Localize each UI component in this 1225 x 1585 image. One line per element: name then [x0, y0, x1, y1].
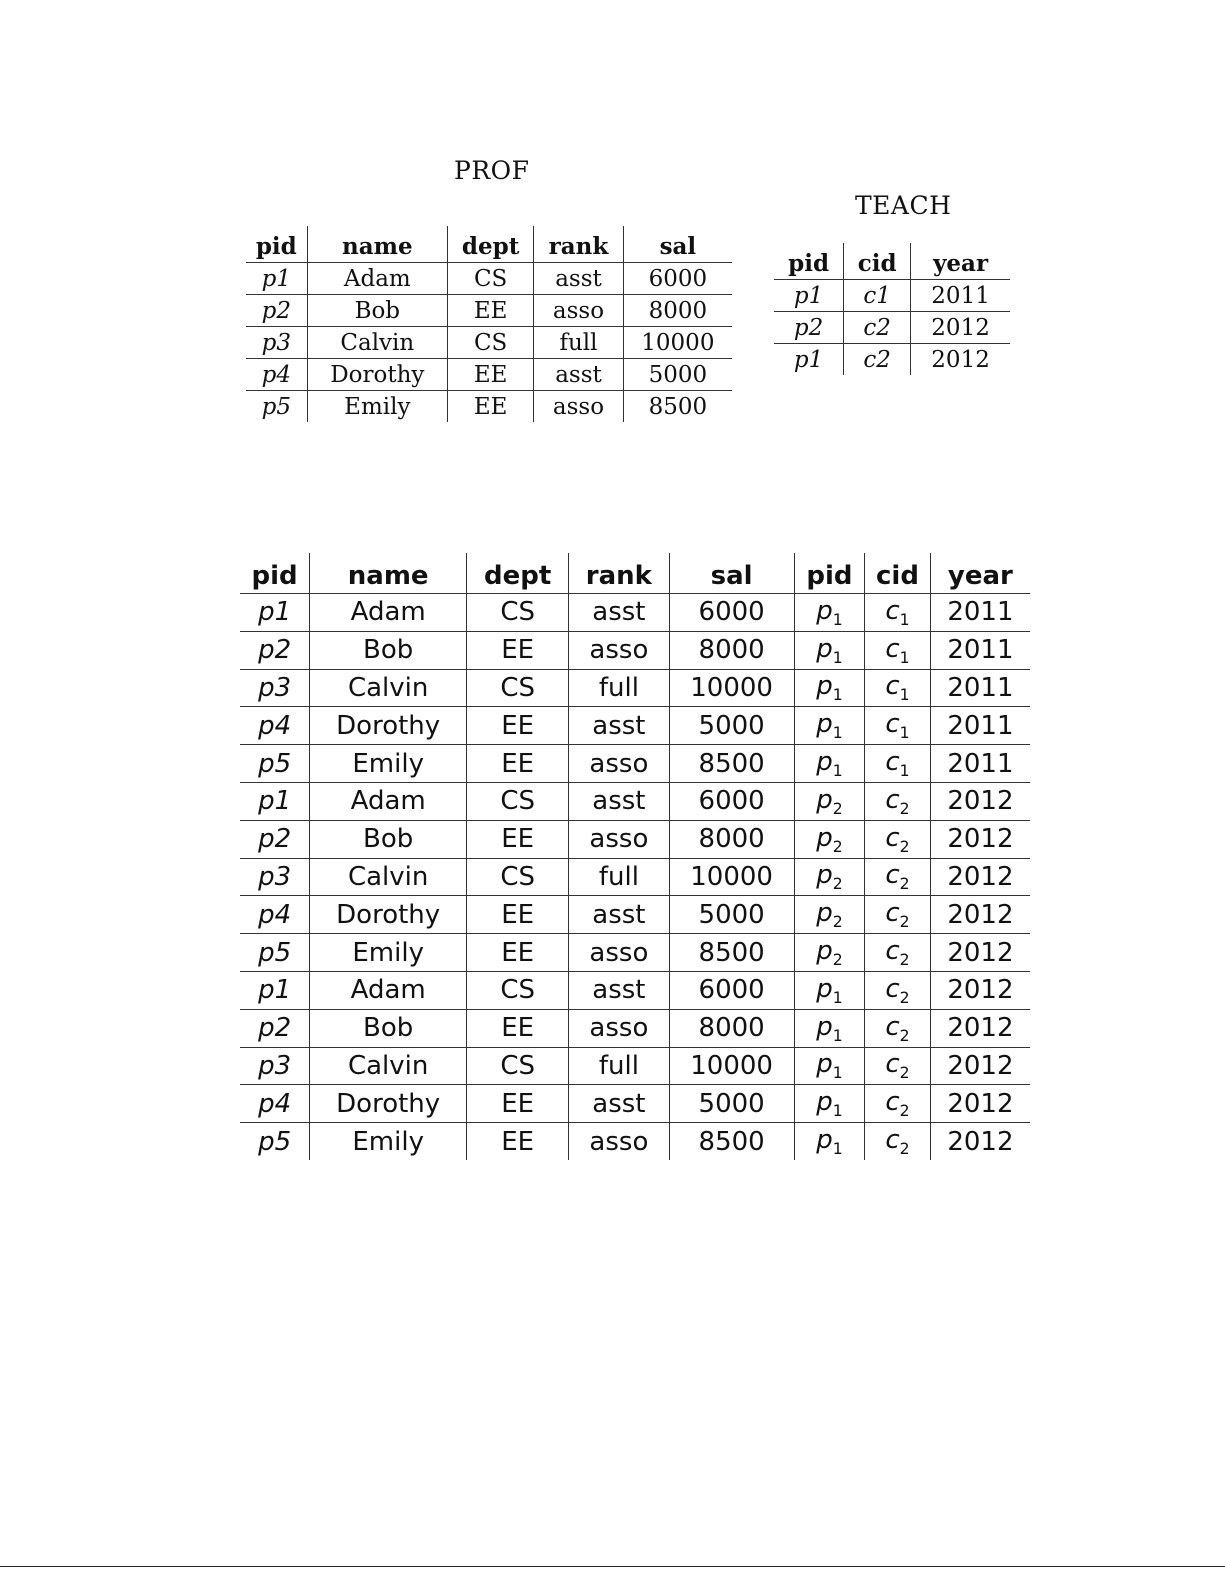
join-cell-sal: 6000	[669, 594, 794, 632]
join-cell-pid: $p_2$	[794, 934, 864, 972]
join-cell-dept: CS	[467, 971, 569, 1009]
join-cell-cid: $c_1$	[865, 669, 931, 707]
prof-table-title: PROF	[454, 156, 530, 185]
teach-cell-pid: p2	[774, 312, 844, 344]
teach-cell-pid: p1	[774, 280, 844, 312]
join-header-year: year	[930, 553, 1030, 594]
prof-header-row	[246, 226, 732, 263]
join-cell-dept: CS	[467, 782, 569, 820]
join-cell-rank: asso	[569, 1123, 669, 1160]
prof-cell-sal: 10000	[623, 327, 732, 359]
join-cell-year: 2012	[930, 858, 1030, 896]
join-cell-year: 2011	[930, 707, 1030, 745]
prof-cell-name: Calvin	[307, 327, 447, 359]
join-cell-sal: 8500	[669, 745, 794, 783]
table-row	[240, 594, 1030, 632]
join-cell-pid: $p_1$	[794, 1009, 864, 1047]
join-cell-name: Dorothy	[310, 896, 467, 934]
join-cell-sal: 5000	[669, 896, 794, 934]
teach-cell-cid: c1	[844, 280, 911, 312]
join-body	[240, 594, 1030, 1160]
join-header-dept: dept	[467, 553, 569, 594]
prof-cell-dept: EE	[448, 359, 534, 391]
join-cell-pid: $p_2$	[794, 896, 864, 934]
join-cell-year: 2011	[930, 669, 1030, 707]
prof-body	[246, 263, 732, 423]
table-row	[246, 263, 732, 295]
table-row	[240, 782, 1030, 820]
join-cell-pid: $p_1$	[794, 631, 864, 669]
join-cell-year: 2011	[930, 594, 1030, 632]
join-header-name: name	[310, 553, 467, 594]
prof-cell-sal: 6000	[623, 263, 732, 295]
prof-cell-sal: 5000	[623, 359, 732, 391]
join-cell-name: Emily	[310, 745, 467, 783]
join-cell-dept: CS	[467, 858, 569, 896]
join-header-pid: pid	[240, 553, 310, 594]
join-cell-rank: asso	[569, 1009, 669, 1047]
join-cell-name: Bob	[310, 1009, 467, 1047]
join-cell-pid: $p_1$	[794, 1123, 864, 1160]
join-cell-rank: asso	[569, 934, 669, 972]
join-cell-pid: p2	[240, 1009, 310, 1047]
join-cell-pid: $p_1$	[794, 707, 864, 745]
join-cell-cid: $c_2$	[865, 782, 931, 820]
teach-body	[774, 280, 1010, 376]
join-cell-cid: $c_1$	[865, 707, 931, 745]
join-cell-name: Calvin	[310, 858, 467, 896]
join-cell-dept: EE	[467, 896, 569, 934]
join-cell-pid: p1	[240, 594, 310, 632]
prof-header-rank: rank	[534, 226, 624, 263]
teach-cell-year: 2011	[911, 280, 1010, 312]
join-cell-sal: 6000	[669, 971, 794, 1009]
prof-cell-dept: CS	[448, 263, 534, 295]
teach-header-row	[774, 243, 1010, 280]
table-row	[774, 280, 1010, 312]
join-cell-pid: p5	[240, 745, 310, 783]
prof-cell-pid: p2	[246, 295, 307, 327]
join-cell-year: 2012	[930, 782, 1030, 820]
join-cell-name: Adam	[310, 971, 467, 1009]
prof-cell-dept: CS	[448, 327, 534, 359]
teach-cell-year: 2012	[911, 344, 1010, 376]
join-cell-cid: $c_2$	[865, 1123, 931, 1160]
prof-cell-name: Bob	[307, 295, 447, 327]
join-cell-pid: p2	[240, 820, 310, 858]
join-cell-pid: p3	[240, 669, 310, 707]
join-cell-year: 2012	[930, 1009, 1030, 1047]
join-cell-pid: p1	[240, 971, 310, 1009]
prof-cell-name: Emily	[307, 391, 447, 423]
teach-cell-pid: p1	[793, 346, 824, 373]
table-row	[240, 1047, 1030, 1085]
join-cell-pid: p4	[240, 896, 310, 934]
prof-cell-sal: 8500	[623, 391, 732, 423]
join-cell-rank: full	[569, 669, 669, 707]
join-cell-cid: $c_2$	[865, 1009, 931, 1047]
join-cell-rank: asso	[569, 745, 669, 783]
teach-table	[774, 243, 1010, 375]
join-cell-sal: 6000	[669, 782, 794, 820]
join-cell-sal: 8500	[669, 934, 794, 972]
join-cell-year: 2011	[930, 631, 1030, 669]
join-cell-rank: full	[569, 858, 669, 896]
join-cell-sal: 8000	[669, 1009, 794, 1047]
prof-header-name: name	[307, 226, 447, 263]
join-cell-rank: asst	[569, 782, 669, 820]
join-cell-cid: $c_1$	[865, 745, 931, 783]
table-row	[240, 669, 1030, 707]
join-cell-dept: CS	[467, 594, 569, 632]
join-cell-dept: EE	[467, 707, 569, 745]
join-cell-cid: $c_1$	[865, 594, 931, 632]
teach-cell-year: 2012	[911, 312, 1010, 344]
join-cell-year: 2012	[930, 934, 1030, 972]
teach-cell-cid: c2	[844, 312, 911, 344]
join-cell-cid: $c_2$	[865, 820, 931, 858]
table-row	[240, 934, 1030, 972]
join-cell-pid: p3	[240, 858, 310, 896]
table-row	[240, 631, 1030, 669]
prof-cell-dept: EE	[448, 295, 534, 327]
join-cell-pid: p5	[258, 1126, 292, 1157]
join-cell-rank: full	[569, 1047, 669, 1085]
table-row	[774, 312, 1010, 344]
table-row	[240, 1085, 1030, 1123]
join-cell-pid: $p_2$	[794, 820, 864, 858]
page-bottom-rule	[0, 1566, 1225, 1567]
join-cell-year: 2012	[930, 1085, 1030, 1123]
join-cell-dept: EE	[467, 1085, 569, 1123]
join-cell-rank: asso	[569, 631, 669, 669]
prof-cell-rank: asst	[534, 263, 624, 295]
join-cell-rank: asst	[569, 971, 669, 1009]
join-cell-sal: 8500	[669, 1123, 794, 1160]
teach-header-pid: pid	[774, 243, 844, 280]
prof-cell-dept: EE	[448, 391, 534, 423]
join-cell-dept: EE	[467, 745, 569, 783]
join-cell-pid: $p_1$	[794, 1047, 864, 1085]
prof-cell-name: Adam	[307, 263, 447, 295]
join-cell-rank: asso	[569, 820, 669, 858]
table-row	[246, 295, 732, 327]
join-header-pid: pid	[794, 553, 864, 594]
join-cell-sal: 10000	[669, 858, 794, 896]
prof-cell-pid: p3	[246, 327, 307, 359]
join-header-rank: rank	[569, 553, 669, 594]
join-cell-cid: $c_2$	[865, 971, 931, 1009]
table-row	[240, 745, 1030, 783]
join-cell-dept: CS	[467, 669, 569, 707]
join-cell-dept: EE	[467, 934, 569, 972]
prof-cell-pid: p5	[261, 393, 291, 420]
prof-cell-name: Dorothy	[307, 359, 447, 391]
join-cell-name: Bob	[310, 820, 467, 858]
join-cell-pid: p1	[240, 782, 310, 820]
table-row	[240, 707, 1030, 745]
join-cell-name: Calvin	[310, 1047, 467, 1085]
join-cell-rank: asst	[569, 896, 669, 934]
join-cell-year: 2012	[930, 820, 1030, 858]
table-row	[240, 858, 1030, 896]
join-cell-dept: CS	[467, 1047, 569, 1085]
join-cell-cid: $c_1$	[865, 631, 931, 669]
join-cell-name: Adam	[310, 594, 467, 632]
prof-cell-pid: p4	[246, 359, 307, 391]
table-row	[240, 971, 1030, 1009]
join-cell-pid: $p_1$	[794, 971, 864, 1009]
table-row	[246, 391, 732, 423]
join-cell-dept: EE	[467, 820, 569, 858]
join-cell-sal: 8000	[669, 820, 794, 858]
prof-header-pid: pid	[246, 226, 307, 263]
join-cell-dept: EE	[467, 1009, 569, 1047]
teach-header-year: year	[911, 243, 1010, 280]
prof-cell-rank: full	[534, 327, 624, 359]
join-cell-cid: $c_2$	[865, 858, 931, 896]
prof-cell-rank: asst	[534, 359, 624, 391]
join-cell-pid: $p_1$	[794, 594, 864, 632]
join-cell-pid: $p_2$	[794, 782, 864, 820]
join-cell-sal: 5000	[669, 707, 794, 745]
join-cell-sal: 10000	[669, 669, 794, 707]
join-cell-pid: $p_1$	[794, 1085, 864, 1123]
join-cell-rank: asst	[569, 707, 669, 745]
join-cell-name: Dorothy	[310, 707, 467, 745]
prof-cell-pid: p1	[246, 263, 307, 295]
join-cell-sal: 8000	[669, 631, 794, 669]
join-cell-name: Adam	[310, 782, 467, 820]
table-row	[240, 820, 1030, 858]
join-cell-name: Emily	[310, 934, 467, 972]
join-cell-pid: $p_2$	[794, 858, 864, 896]
join-cell-dept: EE	[467, 631, 569, 669]
prof-cell-sal: 8000	[623, 295, 732, 327]
join-cell-cid: $c_2$	[865, 934, 931, 972]
join-cell-pid: $p_1$	[794, 669, 864, 707]
table-row	[774, 344, 1010, 376]
table-row	[240, 1123, 1030, 1160]
join-header-sal: sal	[669, 553, 794, 594]
join-cell-name: Bob	[310, 631, 467, 669]
join-cell-year: 2011	[930, 745, 1030, 783]
join-cell-rank: asst	[569, 1085, 669, 1123]
join-header-cid: cid	[865, 553, 931, 594]
table-row	[246, 327, 732, 359]
join-cell-pid: p2	[240, 631, 310, 669]
prof-header-dept: dept	[448, 226, 534, 263]
join-cell-pid: p5	[240, 934, 310, 972]
join-cell-name: Emily	[310, 1123, 467, 1160]
join-header-row	[240, 553, 1030, 594]
teach-cell-cid: c2	[844, 344, 911, 376]
table-row	[246, 359, 732, 391]
join-cell-pid: p4	[240, 707, 310, 745]
table-row	[240, 896, 1030, 934]
join-cell-pid: p3	[240, 1047, 310, 1085]
join-cell-sal: 5000	[669, 1085, 794, 1123]
join-cell-cid: $c_2$	[865, 896, 931, 934]
prof-cell-rank: asso	[534, 391, 624, 423]
join-cell-name: Calvin	[310, 669, 467, 707]
prof-cell-rank: asso	[534, 295, 624, 327]
join-cell-cid: $c_2$	[865, 1085, 931, 1123]
teach-table-title: TEACH	[855, 191, 952, 220]
join-cell-name: Dorothy	[310, 1085, 467, 1123]
join-cell-sal: 10000	[669, 1047, 794, 1085]
prof-table	[246, 226, 732, 422]
join-cell-rank: asst	[569, 594, 669, 632]
join-cell-year: 2012	[930, 896, 1030, 934]
join-cell-pid: p4	[240, 1085, 310, 1123]
join-cell-dept: EE	[467, 1123, 569, 1160]
join-cell-year: 2012	[930, 1123, 1030, 1160]
join-cell-year: 2012	[930, 1047, 1030, 1085]
table-row	[240, 1009, 1030, 1047]
prof-header-sal: sal	[623, 226, 732, 263]
join-cell-pid: $p_1$	[794, 745, 864, 783]
join-result-table	[240, 553, 1030, 1160]
join-cell-year: 2012	[930, 971, 1030, 1009]
join-cell-cid: $c_2$	[865, 1047, 931, 1085]
teach-header-cid: cid	[844, 243, 911, 280]
